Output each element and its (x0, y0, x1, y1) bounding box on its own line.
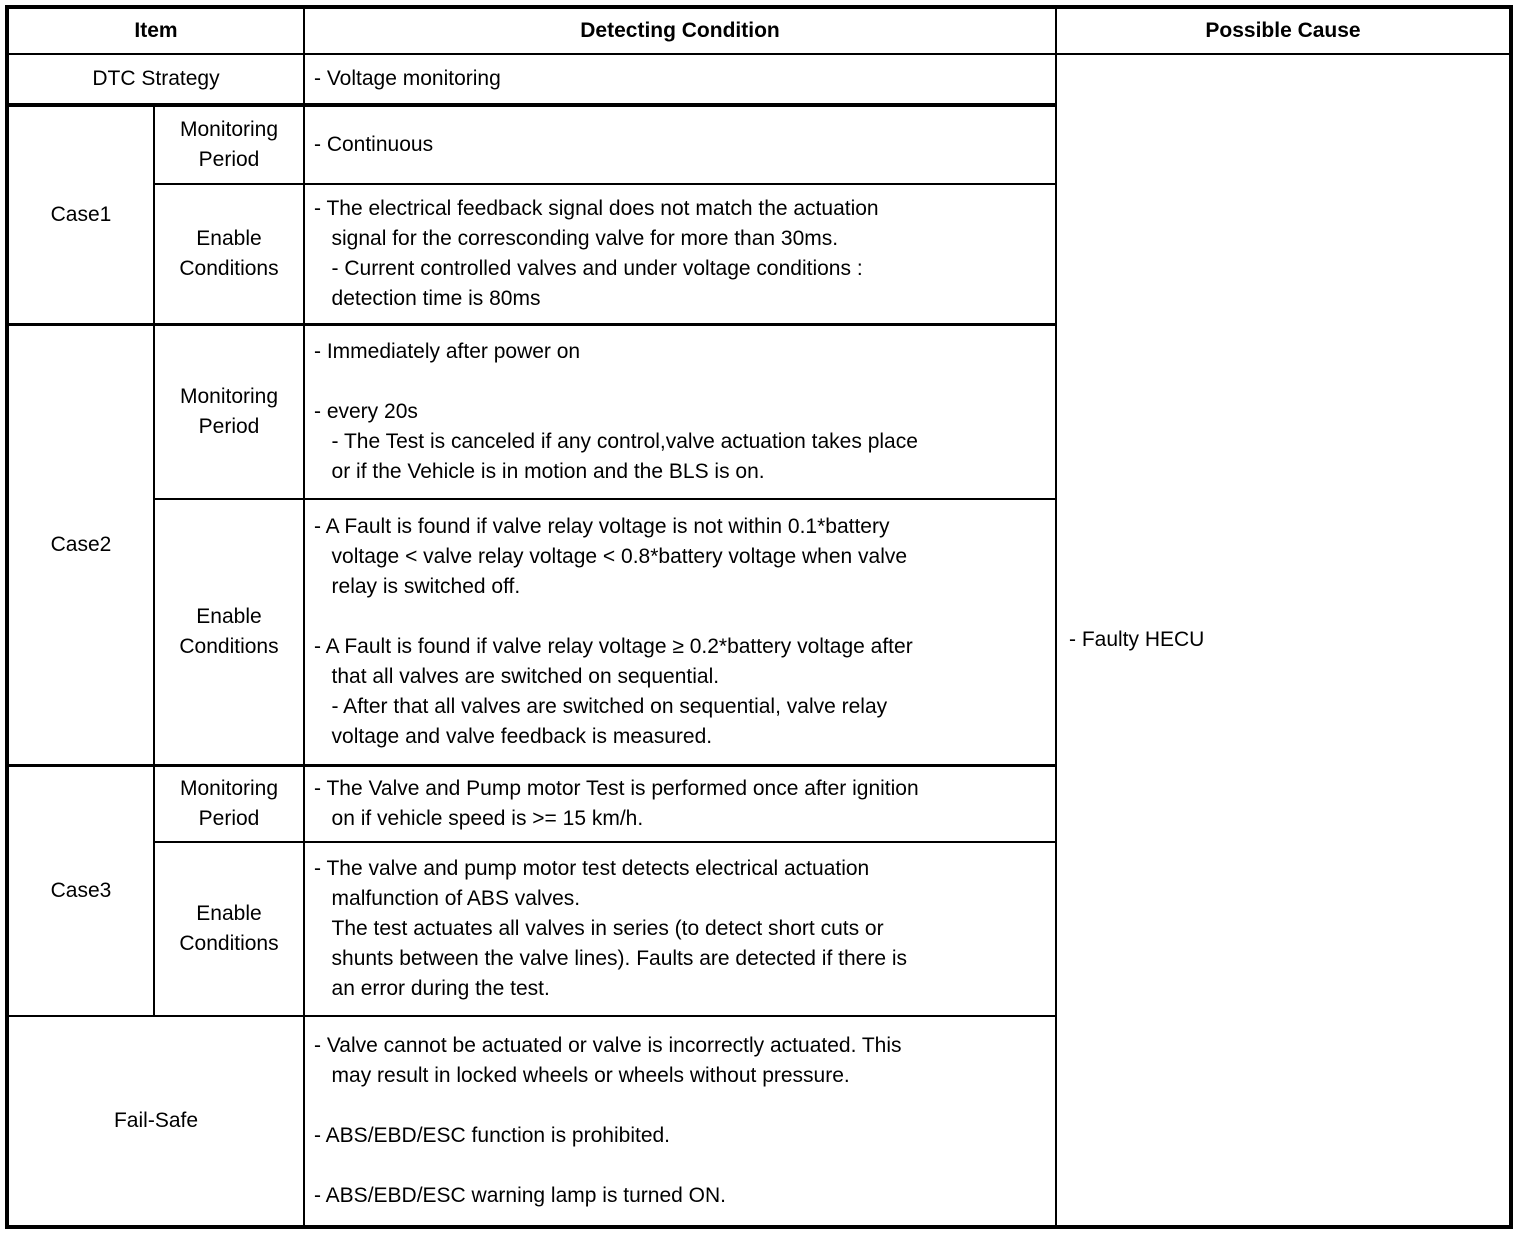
col-header-possible-cause: Possible Cause (1056, 7, 1511, 54)
case1-monitoring-period-condition: - Continuous (304, 105, 1056, 184)
header-row (7, 7, 1511, 54)
dtc-strategy-label: DTC Strategy (7, 54, 304, 105)
row-dtc-strategy (7, 54, 1511, 105)
case2-monitoring-period-label: Monitoring Period (154, 325, 304, 500)
case2-enable-conditions-condition: - A Fault is found if valve relay voltage is not within 0.1*battery voltage < valve relay voltage < 0.8*battery voltage when valve relay is switched off. - A Fault is found if valve relay voltage ≥ 0.2*battery voltage after that all valves are switched on sequential. - After that all valves are switched on sequential, valve relay voltage and valve feedback is measured. (304, 499, 1056, 766)
fail-safe-condition: - Valve cannot be actuated or valve is incorrectly actuated. This may result in locked wheels or wheels without pressure. - ABS/EBD/ESC function is prohibited. - ABS/EBD/ESC warning lamp is turned ON. (304, 1016, 1056, 1227)
case2-label: Case2 (7, 325, 154, 766)
dtc-detail-table (5, 5, 1513, 1229)
case3-enable-conditions-condition: - The valve and pump motor test detects electrical actuation malfunction of ABS valves. The test actuates all valves in series (to detect short cuts or shunts between the valve lines). Faults are detected if there is an error during the test. (304, 842, 1056, 1016)
case3-label: Case3 (7, 766, 154, 1017)
case3-monitoring-period-condition: - The Valve and Pump motor Test is performed once after ignition on if vehicle speed is >= 15 km/h. (304, 766, 1056, 843)
col-header-detecting-condition: Detecting Condition (304, 7, 1056, 54)
case1-enable-conditions-condition: - The electrical feedback signal does not match the actuation signal for the corresconding valve for more than 30ms. - Current controlled valves and under voltage conditions : detection time is 80ms (304, 184, 1056, 325)
col-header-item: Item (7, 7, 304, 54)
case3-enable-conditions-label: Enable Conditions (154, 842, 304, 1016)
fail-safe-label: Fail-Safe (7, 1016, 304, 1227)
case2-enable-conditions-label: Enable Conditions (154, 499, 304, 766)
dtc-strategy-condition: - Voltage monitoring (304, 54, 1056, 105)
case1-label: Case1 (7, 105, 154, 325)
case1-enable-conditions-label: Enable Conditions (154, 184, 304, 325)
case2-monitoring-period-condition: - Immediately after power on - every 20s - The Test is canceled if any control,valve actuation takes place or if the Vehicle is in motion and the BLS is on. (304, 325, 1056, 500)
possible-cause-value: - Faulty HECU (1056, 54, 1511, 1227)
case1-monitoring-period-label: Monitoring Period (154, 105, 304, 184)
case3-monitoring-period-label: Monitoring Period (154, 766, 304, 843)
